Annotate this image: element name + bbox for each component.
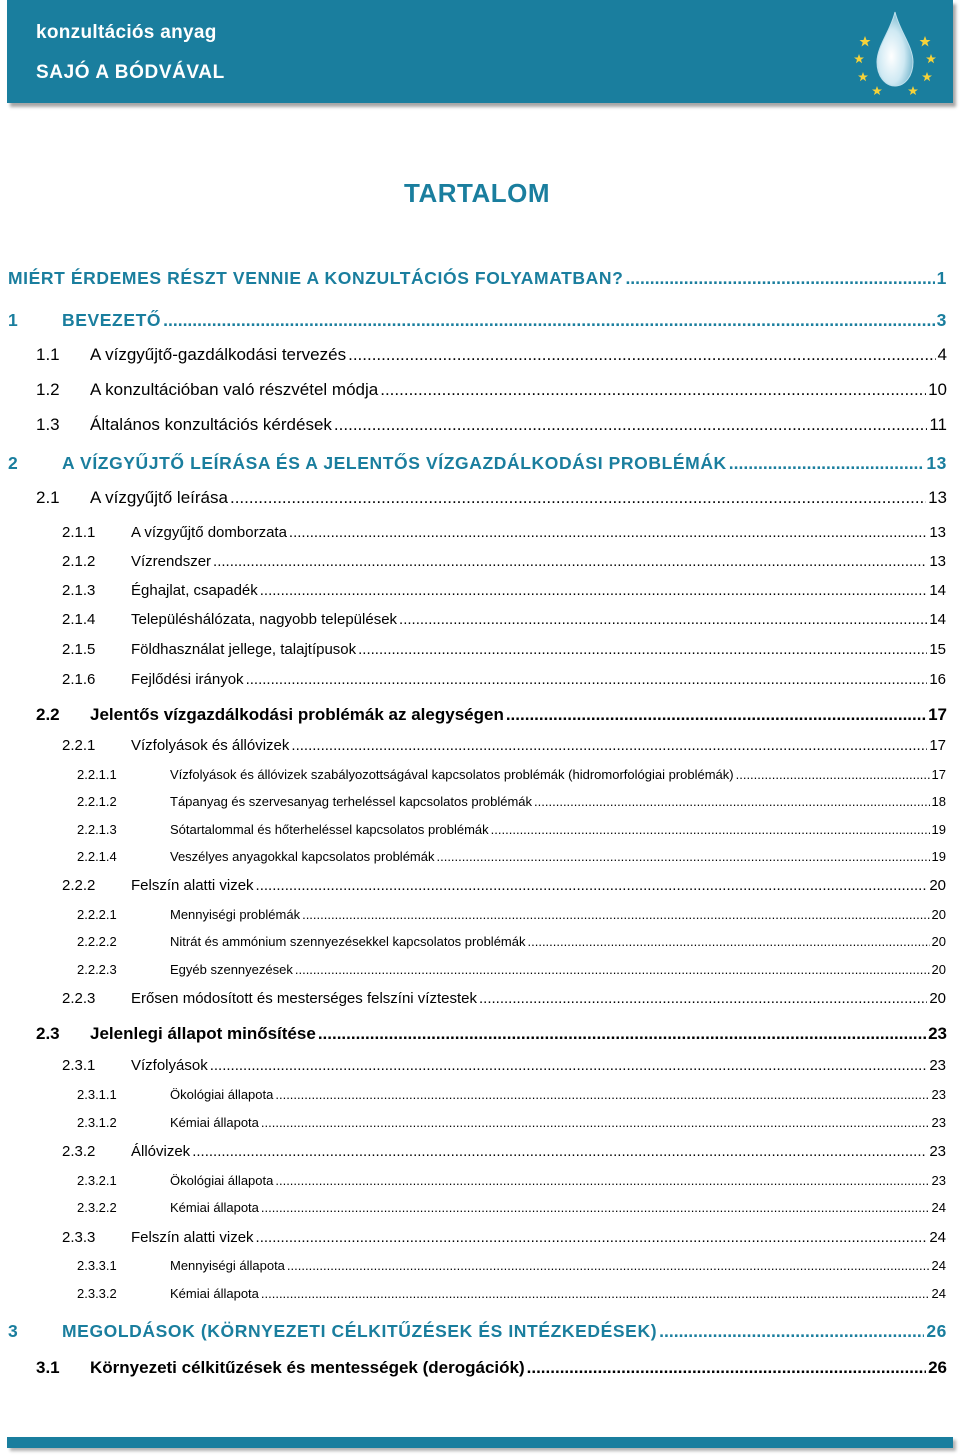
toc-entry-page: 1 xyxy=(936,268,947,288)
toc-entry-page: 26 xyxy=(926,1321,947,1341)
toc-entry-number: 2.3 xyxy=(36,1024,60,1043)
toc-entry[interactable] xyxy=(77,1087,946,1102)
toc-entry-number: 2.2.2.2 xyxy=(77,934,117,949)
toc-entry-page: 24 xyxy=(931,1286,946,1301)
toc-entry-title: Veszélyes anyagokkal kapcsolatos problémák xyxy=(170,849,435,864)
toc-entry-number: 2.3.2.2 xyxy=(77,1200,117,1215)
toc-dot-leader xyxy=(358,641,927,658)
toc-entry[interactable] xyxy=(62,1229,946,1246)
toc-dot-leader xyxy=(275,1087,929,1102)
toc-entry[interactable] xyxy=(36,380,947,400)
toc-entry[interactable] xyxy=(77,1200,946,1215)
toc-entry-page: 17 xyxy=(931,767,946,782)
toc-dot-leader xyxy=(261,1286,930,1301)
toc-entry-number: 2.1.3 xyxy=(62,582,96,599)
toc-entry-number: 2.1.2 xyxy=(62,553,96,570)
toc-entry-page: 23 xyxy=(931,1087,946,1102)
toc-entry-number: 2.2.2.1 xyxy=(77,907,117,922)
toc-entry-page: 23 xyxy=(929,1057,946,1074)
toc-entry-page: 19 xyxy=(931,822,946,837)
toc-entry[interactable] xyxy=(62,877,946,894)
toc-entry[interactable] xyxy=(36,1024,947,1044)
toc-entry[interactable] xyxy=(36,705,947,725)
toc-dot-leader xyxy=(302,907,929,922)
page-title: TARTALOM xyxy=(404,178,550,208)
toc-entry-number: 2.2.1.2 xyxy=(77,794,117,809)
toc-entry-number: 2.2.1.3 xyxy=(77,822,117,837)
toc-entry[interactable] xyxy=(36,415,947,435)
toc-entry-title: A konzultációban való részvétel módja xyxy=(90,380,379,399)
toc-entry-title: Jelenlegi állapot minősítése xyxy=(90,1024,316,1043)
toc-dot-leader xyxy=(256,877,928,894)
toc-entry-title: Fejlődési irányok xyxy=(131,671,244,688)
toc-dot-leader xyxy=(527,1358,926,1378)
toc-entry[interactable] xyxy=(62,641,946,658)
toc-entry[interactable] xyxy=(77,962,946,977)
toc-dot-leader xyxy=(163,310,935,331)
toc-entry-page: 17 xyxy=(929,737,946,754)
toc-dot-leader xyxy=(729,453,925,474)
toc-dot-leader xyxy=(399,611,927,628)
toc-entry-page: 18 xyxy=(931,794,946,809)
toc-dot-leader xyxy=(295,962,930,977)
toc-entry-page: 24 xyxy=(931,1200,946,1215)
toc-entry[interactable] xyxy=(77,1173,946,1188)
toc-entry-title: A VÍZGYŰJTŐ LEÍRÁSA ÉS A JELENTŐS VÍZGAZDÁLKODÁSI PROBLÉMÁK xyxy=(62,453,727,473)
toc-dot-leader xyxy=(625,268,934,289)
toc-dot-leader xyxy=(506,705,926,725)
toc-entry-page: 11 xyxy=(929,415,947,434)
toc-entry-page: 20 xyxy=(931,907,946,922)
toc-entry-number: 2 xyxy=(8,453,19,473)
toc-entry-page: 10 xyxy=(928,380,947,399)
toc-entry-page: 23 xyxy=(929,1143,946,1160)
toc-entry-title: Vízfolyások és állóvizek xyxy=(131,737,290,754)
toc-dot-leader xyxy=(736,767,930,782)
toc-entry-number: 2.3.3 xyxy=(62,1229,96,1246)
toc-dot-leader xyxy=(260,582,928,599)
toc-entry-title: Éghajlat, csapadék xyxy=(131,582,258,599)
toc-entry-title: A vízgyűjtő domborzata xyxy=(131,524,287,541)
toc-entry-title: Felszín alatti vizek xyxy=(131,1229,254,1246)
footer-bar xyxy=(7,1437,953,1448)
toc-entry-page: 26 xyxy=(928,1358,947,1377)
toc-dot-leader xyxy=(261,1115,930,1130)
toc-entry-title: Kémiai állapota xyxy=(170,1286,259,1301)
toc-entry-page: 15 xyxy=(929,641,946,658)
toc-entry-page: 23 xyxy=(928,1024,947,1043)
toc-entry-page: 23 xyxy=(931,1173,946,1188)
toc-entry[interactable] xyxy=(62,737,946,754)
toc-dot-leader xyxy=(230,488,926,508)
toc-entry-number: 2.1.1 xyxy=(62,524,96,541)
toc-entry[interactable] xyxy=(8,268,947,289)
toc-entry[interactable] xyxy=(62,553,946,570)
toc-entry[interactable] xyxy=(77,934,946,949)
toc-entry-number: 2.3.3.2 xyxy=(77,1286,117,1301)
toc-dot-leader xyxy=(334,415,927,435)
toc-entry-page: 20 xyxy=(929,877,946,894)
toc-entry-number: 1.3 xyxy=(36,415,60,434)
toc-entry-title: Tápanyag és szervesanyag terheléssel kapcsolatos problémák xyxy=(170,794,533,809)
toc-entry-page: 4 xyxy=(937,345,947,364)
toc-entry-page: 20 xyxy=(931,934,946,949)
toc-entry-page: 23 xyxy=(931,1115,946,1130)
toc-entry-number: 2.2.1.4 xyxy=(77,849,117,864)
toc-entry-number: 2.1.4 xyxy=(62,611,96,628)
toc-entry-title: Nitrát és ammónium szennyezésekkel kapcsolatos problémák xyxy=(170,934,526,949)
toc-dot-leader xyxy=(659,1321,924,1342)
toc-entry[interactable] xyxy=(62,524,946,541)
toc-entry-number: 1 xyxy=(8,310,19,330)
toc-entry[interactable] xyxy=(62,582,946,599)
toc-entry[interactable] xyxy=(77,822,946,837)
toc-entry-number: 2.3.3.1 xyxy=(77,1258,117,1273)
toc-entry-title: MIÉRT ÉRDEMES RÉSZT VENNIE A KONZULTÁCIÓS FOLYAMATBAN? xyxy=(8,268,624,288)
toc-entry[interactable] xyxy=(62,1143,946,1160)
toc-entry-title: Ökológiai állapota xyxy=(170,1173,274,1188)
toc-entry-title: A vízgyűjtő-gazdálkodási tervezés xyxy=(90,345,347,364)
toc-entry-title: Kémiai állapota xyxy=(170,1200,259,1215)
toc-entry-title: A vízgyűjtő leírása xyxy=(90,488,228,507)
toc-dot-leader xyxy=(479,990,927,1007)
toc-entry-number: 2.2 xyxy=(36,705,60,724)
toc-entry-title: Mennyiségi problémák xyxy=(170,907,301,922)
toc-dot-leader xyxy=(528,934,930,949)
toc-entry-title: Állóvizek xyxy=(131,1143,191,1160)
toc-entry[interactable] xyxy=(77,907,946,922)
toc-entry[interactable] xyxy=(8,453,947,474)
toc-dot-leader xyxy=(275,1173,929,1188)
toc-entry-number: 2.1 xyxy=(36,488,60,507)
toc-entry-title: Egyéb szennyezések xyxy=(170,962,293,977)
toc-entry-number: 2.3.1.1 xyxy=(77,1087,117,1102)
toc-dot-leader xyxy=(436,849,929,864)
toc-entry-title: Mennyiségi állapota xyxy=(170,1258,285,1273)
toc-entry-number: 2.2.2.3 xyxy=(77,962,117,977)
toc-entry[interactable] xyxy=(36,488,947,508)
toc-entry-number: 2.1.5 xyxy=(62,641,96,658)
toc-dot-leader xyxy=(380,380,926,400)
toc-entry-title: Vízfolyások és állóvizek szabályozottságával kapcsolatos problémák (hidromorfológiai problémák) xyxy=(170,767,734,782)
toc-entry-title: Jelentős vízgazdálkodási problémák az alegységen xyxy=(90,705,504,724)
toc-entry-title: Kémiai állapota xyxy=(170,1115,259,1130)
toc-entry-number: 2.1.6 xyxy=(62,671,96,688)
toc-dot-leader xyxy=(348,345,935,365)
toc-dot-leader xyxy=(256,1229,928,1246)
toc-entry-page: 14 xyxy=(929,611,946,628)
toc-entry[interactable] xyxy=(62,990,946,1007)
toc-dot-leader xyxy=(210,1057,928,1074)
toc-dot-leader xyxy=(261,1200,930,1215)
toc-entry[interactable] xyxy=(62,1057,946,1074)
toc-entry-title: Vízrendszer xyxy=(131,553,212,570)
toc-entry-number: 2.2.2 xyxy=(62,877,96,894)
toc-dot-leader xyxy=(192,1143,927,1160)
toc-entry[interactable] xyxy=(77,849,946,864)
toc-entry-number: 3 xyxy=(8,1321,19,1341)
toc-entry-number: 2.3.2.1 xyxy=(77,1173,117,1188)
toc-entry-page: 17 xyxy=(928,705,947,724)
toc-dot-leader xyxy=(287,1258,930,1273)
toc-entry[interactable] xyxy=(8,310,947,331)
toc-entry-title: Vízfolyások xyxy=(131,1057,208,1074)
toc-entry-title: Sótartalommal és hőterheléssel kapcsolatos problémák xyxy=(170,822,489,837)
toc-entry-page: 14 xyxy=(929,582,946,599)
toc-entry-page: 19 xyxy=(931,849,946,864)
toc-entry[interactable] xyxy=(36,345,947,365)
toc-entry-number: 2.3.1.2 xyxy=(77,1115,117,1130)
toc-dot-leader xyxy=(213,553,927,570)
toc-entry-page: 16 xyxy=(929,671,946,688)
toc-entry-title: Településhálózata, nagyobb települések xyxy=(131,611,398,628)
toc-entry-page: 13 xyxy=(929,553,946,570)
header-title: SAJÓ A BÓDVÁVAL xyxy=(36,62,225,83)
toc-entry-title: Környezeti célkitűzések és mentességek (derogációk) xyxy=(90,1358,525,1377)
header-subtitle: konzultációs anyag xyxy=(36,22,217,43)
toc-entry-page: 13 xyxy=(926,453,947,473)
toc-entry-title: BEVEZETŐ xyxy=(62,310,162,330)
toc-dot-leader xyxy=(318,1024,926,1044)
toc-entry-number: 2.2.1 xyxy=(62,737,96,754)
water-drop-eu-stars-logo-icon xyxy=(847,6,943,96)
toc-entry[interactable] xyxy=(77,794,946,809)
toc-entry[interactable] xyxy=(77,1115,946,1130)
toc-entry-title: Erősen módosított és mesterséges felszíni víztestek xyxy=(131,990,477,1007)
toc-entry[interactable] xyxy=(77,1286,946,1301)
toc-entry-number: 1.2 xyxy=(36,380,60,399)
toc-entry-title: Földhasználat jellege, talajtípusok xyxy=(131,641,357,658)
toc-entry-title: Ökológiai állapota xyxy=(170,1087,274,1102)
toc-entry-page: 13 xyxy=(928,488,947,507)
toc-entry[interactable] xyxy=(77,767,946,782)
toc-entry-title: Felszín alatti vizek xyxy=(131,877,254,894)
toc-entry[interactable] xyxy=(8,1321,947,1342)
toc-entry-page: 24 xyxy=(931,1258,946,1273)
toc-entry-title: Általános konzultációs kérdések xyxy=(90,415,332,434)
toc-dot-leader xyxy=(491,822,930,837)
toc-entry-title: MEGOLDÁSOK (KÖRNYEZETI CÉLKITŰZÉSEK ÉS INTÉZKEDÉSEK) xyxy=(62,1321,658,1341)
toc-entry[interactable] xyxy=(77,1258,946,1273)
toc-entry-number: 1.1 xyxy=(36,345,60,364)
toc-dot-leader xyxy=(534,794,929,809)
toc-entry-number: 2.3.1 xyxy=(62,1057,96,1074)
document-header xyxy=(7,0,953,103)
toc-dot-leader xyxy=(291,737,927,754)
toc-entry-number: 2.2.3 xyxy=(62,990,96,1007)
toc-entry-page: 13 xyxy=(929,524,946,541)
toc-entry-number: 2.3.2 xyxy=(62,1143,96,1160)
toc-entry-number: 3.1 xyxy=(36,1358,60,1377)
toc-entry-page: 20 xyxy=(931,962,946,977)
toc-entry-page: 20 xyxy=(929,990,946,1007)
toc-entry-number: 2.2.1.1 xyxy=(77,767,117,782)
toc-dot-leader xyxy=(246,671,928,688)
toc-dot-leader xyxy=(289,524,927,541)
toc-entry[interactable] xyxy=(36,1358,947,1378)
toc-entry-page: 24 xyxy=(929,1229,946,1246)
toc-entry-page: 3 xyxy=(936,310,947,330)
toc-entry[interactable] xyxy=(62,611,946,628)
toc-entry[interactable] xyxy=(62,671,946,688)
